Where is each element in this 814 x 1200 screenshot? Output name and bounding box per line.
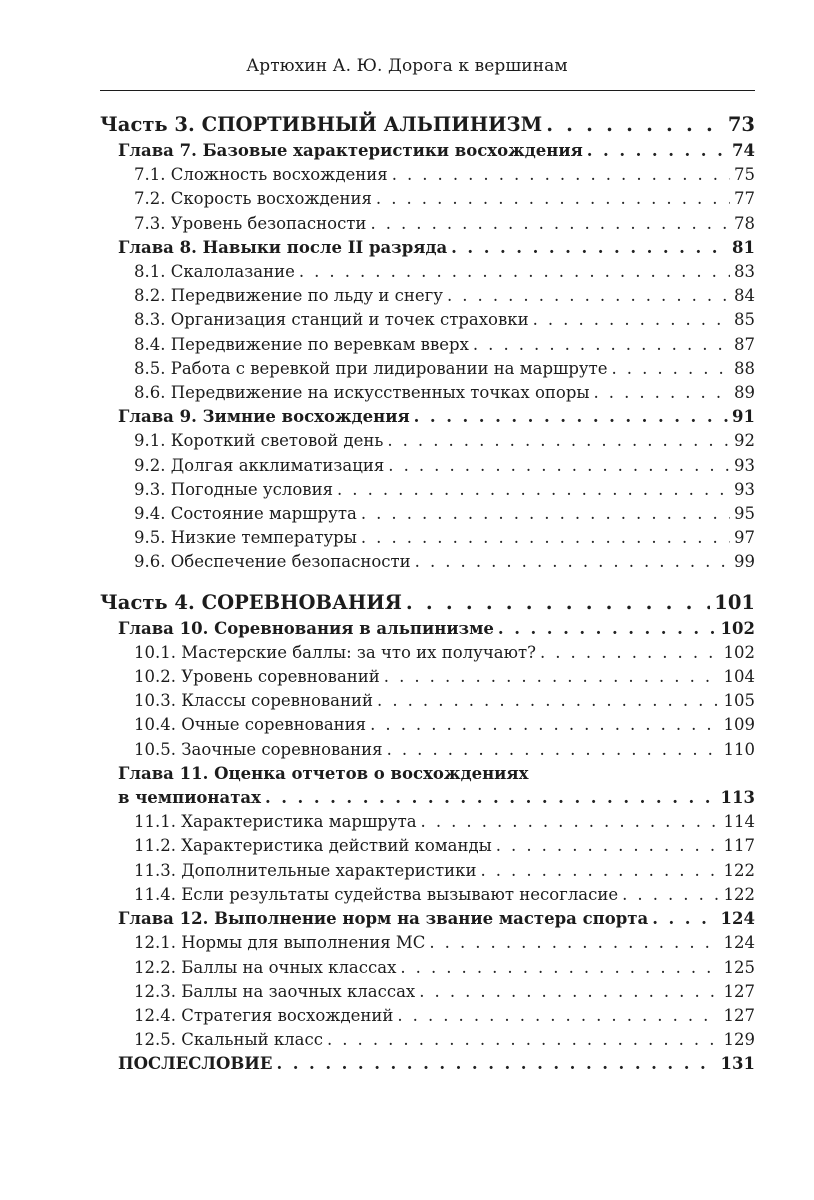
toc-section	[100, 550, 755, 574]
leader-dots	[370, 212, 730, 236]
page-number: 74	[732, 141, 755, 160]
leader-dots	[419, 980, 719, 1004]
section-title: 8.2. Передвижение по льду и снегу	[134, 286, 443, 306]
leader-dots	[387, 429, 730, 453]
toc-chapter	[100, 617, 755, 641]
page-number: 99	[734, 552, 755, 572]
leader-dots	[496, 834, 720, 858]
page-number: 117	[723, 836, 755, 856]
section-title: 12.1. Нормы для выполнения МС	[134, 933, 426, 953]
page-number: 110	[723, 739, 755, 759]
leader-dots	[361, 502, 730, 526]
toc-chapter	[100, 236, 755, 260]
header-rule	[100, 90, 755, 91]
page-number: 122	[723, 860, 755, 880]
leader-dots	[415, 550, 730, 574]
section-title: 8.6. Передвижение на искусственных точках опоры	[134, 383, 590, 403]
section-title: 8.1. Скалолазание	[134, 262, 295, 282]
page-number: 124	[720, 909, 755, 929]
toc-section	[100, 284, 755, 308]
section-title: 12.3. Баллы на заочных классах	[134, 981, 416, 1001]
toc-section	[100, 1004, 755, 1028]
leader-dots	[429, 931, 719, 955]
section-title: 7.3. Уровень безопасности	[134, 213, 367, 233]
toc-section	[100, 810, 755, 834]
leader-dots	[299, 260, 730, 284]
page-number: 125	[723, 957, 755, 977]
toc-section	[100, 260, 755, 284]
leader-dots	[370, 713, 719, 737]
toc-section	[100, 308, 755, 332]
toc-section	[100, 689, 755, 713]
toc-section	[100, 526, 755, 550]
leader-dots	[376, 187, 730, 211]
page-number: 129	[723, 1030, 755, 1050]
toc-section	[100, 641, 755, 665]
leader-dots	[421, 810, 720, 834]
section-title: 9.1. Короткий световой день	[134, 431, 384, 451]
section-title: 10.3. Классы соревнований	[134, 691, 374, 711]
section-title: 9.3. Погодные условия	[134, 479, 333, 499]
toc-section	[100, 381, 755, 405]
section-title: 10.5. Заочные соревнования	[134, 739, 383, 759]
page-number: 93	[734, 479, 755, 499]
leader-dots	[587, 139, 728, 163]
part-spacer	[100, 575, 755, 589]
leader-dots	[414, 405, 728, 429]
toc-section	[100, 883, 755, 907]
toc-section	[100, 738, 755, 762]
toc-section	[100, 454, 755, 478]
page-number: 124	[723, 933, 755, 953]
toc-section	[100, 429, 755, 453]
page-number: 127	[723, 981, 755, 1001]
chapter-title: Глава 8. Навыки после II разряда	[118, 237, 448, 257]
chapter-title: Глава 7. Базовые характеристики восхождения	[118, 141, 583, 160]
leader-dots	[594, 381, 730, 405]
leader-dots	[361, 526, 730, 550]
chapter-title-line1: Глава 11. Оценка отчетов о восхождениях	[118, 763, 529, 783]
page-number: 81	[732, 237, 755, 257]
page-number: 97	[734, 528, 755, 548]
page-number: 109	[723, 715, 755, 735]
section-title: 10.2. Уровень соревнований	[134, 667, 380, 687]
leader-dots	[451, 236, 728, 260]
leader-dots	[622, 883, 719, 907]
page-number: 92	[734, 431, 755, 451]
toc-section	[100, 980, 755, 1004]
section-title: 8.5. Работа с веревкой при лидировании на маршруте	[134, 358, 608, 378]
toc-section	[100, 333, 755, 357]
toc-section	[100, 834, 755, 858]
toc-section	[100, 713, 755, 737]
page-number: 91	[732, 407, 755, 427]
part-title: Часть 3. СПОРТИВНЫЙ АЛЬПИНИЗМ	[100, 113, 543, 136]
toc-section	[100, 163, 755, 187]
leader-dots	[533, 308, 730, 332]
leader-dots	[327, 1028, 720, 1052]
table-of-contents	[100, 111, 755, 1077]
part-title: Часть 4. СОРЕВНОВАНИЯ	[100, 590, 402, 614]
section-title: 10.4. Очные соревнования	[134, 715, 367, 735]
section-title: 12.5. Скальный класс	[134, 1030, 323, 1050]
leader-dots	[546, 111, 724, 139]
page-number: 102	[723, 642, 755, 662]
running-header: Артюхин А. Ю. Дорога к вершинам	[246, 56, 568, 76]
toc-part	[100, 589, 755, 617]
leader-dots	[276, 1052, 716, 1076]
page-number: 83	[734, 262, 755, 282]
leader-dots	[652, 907, 716, 931]
section-title: 11.2. Характеристика действий команды	[134, 836, 492, 856]
toc-section	[100, 931, 755, 955]
chapter-title: Глава 10. Соревнования в альпинизме	[118, 618, 494, 638]
section-title: 12.4. Стратегия восхождений	[134, 1005, 394, 1025]
section-title: 7.1. Сложность восхождения	[134, 165, 388, 185]
page-number: 105	[723, 691, 755, 711]
page-number: 89	[734, 383, 755, 403]
section-title: 11.4. Если результаты судейства вызывают несогласие	[134, 884, 619, 904]
leader-dots	[387, 738, 720, 762]
chapter-title: Глава 9. Зимние восхождения	[118, 407, 410, 427]
section-title: 11.3. Дополнительные характеристики	[134, 860, 477, 880]
toc-chapter	[100, 786, 755, 810]
section-title: 9.6. Обеспечение безопасности	[134, 552, 411, 572]
leader-dots	[406, 589, 710, 617]
chapter-title: ПОСЛЕСЛОВИЕ	[118, 1054, 273, 1074]
toc-section	[100, 665, 755, 689]
page-number: 104	[723, 667, 755, 687]
section-title: 9.5. Низкие температуры	[134, 528, 357, 548]
page-number: 93	[734, 455, 755, 475]
leader-dots	[498, 617, 717, 641]
leader-dots	[384, 665, 720, 689]
page-number: 84	[734, 286, 755, 306]
toc-section	[100, 357, 755, 381]
page-number: 114	[723, 812, 755, 832]
toc-section	[100, 859, 755, 883]
leader-dots	[337, 478, 730, 502]
toc-section	[100, 478, 755, 502]
toc-chapter	[100, 907, 755, 931]
leader-dots	[400, 956, 719, 980]
page-number: 95	[734, 504, 755, 524]
section-title: 9.2. Долгая акклиматизация	[134, 455, 385, 475]
toc-chapter	[100, 139, 755, 163]
section-title: 10.1. Мастерские баллы: за что их получают?	[134, 642, 536, 662]
toc-section	[100, 956, 755, 980]
section-title: 12.2. Баллы на очных классах	[134, 957, 397, 977]
leader-dots	[392, 163, 730, 187]
toc-afterword	[100, 1052, 755, 1076]
leader-dots	[480, 859, 719, 883]
chapter-title: в чемпионатах	[118, 788, 261, 808]
page-number: 88	[734, 358, 755, 378]
leader-dots	[388, 454, 730, 478]
page-number: 85	[734, 310, 755, 330]
page-number: 73	[727, 113, 755, 136]
page-number: 78	[734, 213, 755, 233]
page-number: 122	[723, 884, 755, 904]
leader-dots	[473, 333, 730, 357]
leader-dots	[612, 357, 730, 381]
leader-dots	[397, 1004, 719, 1028]
page-number: 102	[720, 618, 755, 638]
page-number: 87	[734, 334, 755, 354]
page-number: 113	[720, 788, 755, 808]
chapter-title: Глава 12. Выполнение норм на звание мастера спорта	[118, 909, 649, 929]
page-number: 75	[734, 165, 755, 185]
leader-dots	[265, 786, 717, 810]
section-title: 7.2. Скорость восхождения	[134, 189, 372, 209]
section-title: 8.4. Передвижение по веревкам вверх	[134, 334, 469, 354]
toc-section	[100, 187, 755, 211]
toc-section	[100, 502, 755, 526]
toc-section	[100, 1028, 755, 1052]
page-number: 131	[720, 1054, 755, 1074]
leader-dots	[377, 689, 719, 713]
section-title: 11.1. Характеристика маршрута	[134, 812, 417, 832]
toc-part	[100, 111, 755, 139]
toc-chapter	[100, 405, 755, 429]
section-title: 9.4. Состояние маршрута	[134, 504, 357, 524]
page-number: 101	[714, 590, 755, 614]
leader-dots	[447, 284, 730, 308]
page-number: 127	[723, 1005, 755, 1025]
page-number: 77	[734, 189, 755, 209]
section-title: 8.3. Организация станций и точек страховки	[134, 310, 529, 330]
leader-dots	[540, 641, 720, 665]
toc-section	[100, 212, 755, 236]
